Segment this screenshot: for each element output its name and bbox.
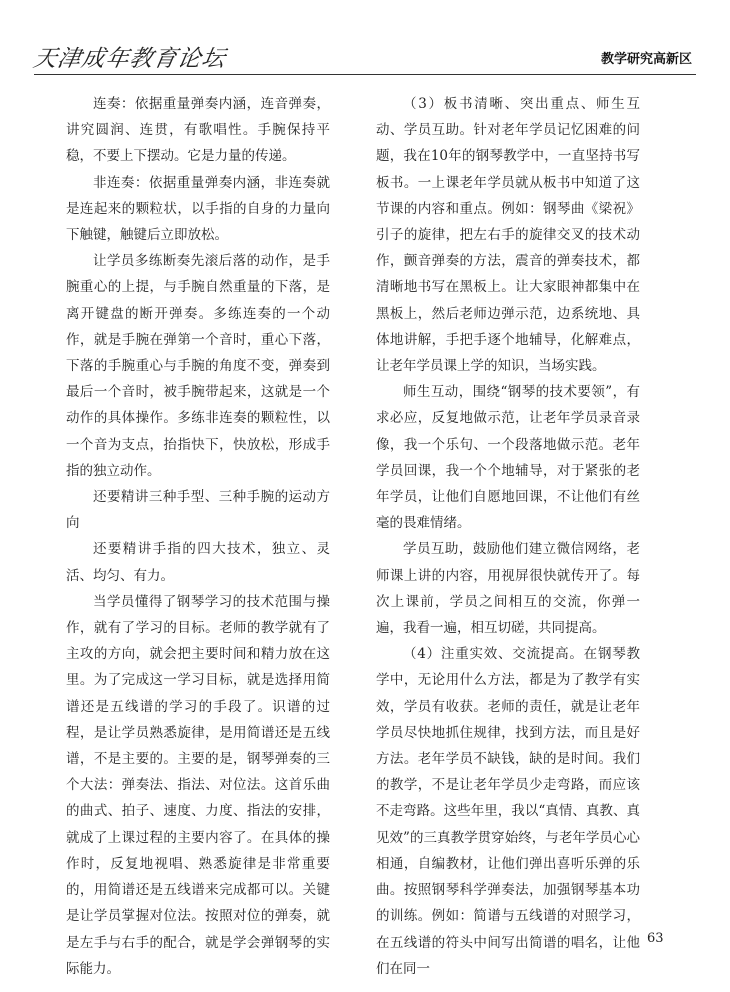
page-number: 63 [647,931,664,946]
right-column [376,91,640,982]
section-label: 教学研究高新区 [600,52,692,67]
paragraph: 非连奏：依据重量弹奏内涵，非连奏就是连起来的颗粒状，以手指的自身的力量向下触键，触键后立即放松。 [66,174,330,244]
left-column [66,91,330,982]
paragraph: 师生互动，围绕“钢琴的技术要领”，有求必应，反复地做示范，让老年学员录音录像，我一个乐句、一个段落地做示范。老年学员回课，我一个个地辅导，对于紧张的老年学员，让他们自愿地回课，不让他们有丝毫的畏难情绪。 [376,384,640,532]
paragraph: （3）板书清晰、突出重点、师生互动、学员互助。针对老年学员记忆困难的问题，我在10年的钢琴教学中，一直坚持书写板书。一上课老年学员就从板书中知道了这节课的内容和重点。例如：钢琴曲《梁祝》引子的旋律，把左右手的旋律交叉的技术动作，颤音弹奏的方法，震音的弹奏技术，都清晰地书写在黑板上。让大家眼神都集中在黑板上，然后老师边弹示范，边系统地、具体地讲解，手把手逐个地辅导，化解难点，让老年学员课上学的知识，当场实践。 [376,96,640,375]
paragraph: 学员互助，鼓励他们建立微信网络，老师课上讲的内容，用视屏很快就传开了。每次上课前，学员之间相互的交流，你弹一遍，我看一遍，相互切磋，共同提高。 [376,541,640,637]
header-rule [34,74,696,75]
page-header [31,34,696,82]
paragraph: 让学员多练断奏先滚后落的动作，是手腕重心的上提，与手腕自然重量的下落，是离开键盘的断开弹奏。多练连奏的一个动作，就是手腕在弹第一个音时，重心下落，下落的手腕重心与手腕的角度不变，弹奏到最后一个音时，被手腕带起来，这就是一个动作的具体操作。多练非连奏的颗粒性，以一个音为支点，抬指快下，快放松，形成手指的独立动作。 [66,253,330,479]
paragraph: 连奏：依据重量弹奏内涵，连音弹奏，讲究圆润、连贯，有歌唱性。手腕保持平稳，不要上下摆动。它是力量的传递。 [66,96,330,165]
paragraph: 还要精讲三种手型、三种手腕的运动方向 [66,489,330,532]
paragraph: 当学员懂得了钢琴学习的技术范围与操作，就有了学习的目标。老师的教学就有了主攻的方向，就会把主要时间和精力放在这里。为了完成这一学习目标，就是选择用简谱还是五线谱的学习的手段了。识谱的过程，是让学员熟悉旋律，是用简谱还是五线谱，不是主要的。主要的是，钢琴弹奏的三个大法：弹奏法、指法、对位法。这首乐曲的曲式、拍子、速度、力度、指法的安排，就成了上课过程的主要内容了。在具体的操作时，反复地视唱、熟悉旋律是非常重要的，用简谱还是五线谱来完成都可以。关键是让学员掌握对位法。按照对位的弹奏，就是左手与右手的配合，就是学会弹钢琴的实际能力。 [66,593,330,977]
paragraph: 还要精讲手指的四大技术，独立、灵活、均匀、有力。 [66,541,330,584]
journal-logo: 天津成年教育论坛 [31,46,228,72]
paragraph: （4）注重实效、交流提高。在钢琴教学中，无论用什么方法，都是为了教学有实效，学员有收获。老师的责任，就是让老年学员尽快地抓住规律，找到方法，而且是好方法。老年学员不缺钱，缺的是时间。我们的教学，不是让老年学员少走弯路，而应该不走弯路。这些年里，我以“真情、真教、真见效”的三真教学贯穿始终，与老年学员心心相通，自编教材，让他们弹出喜听乐弹的乐曲。按照钢琴科学弹奏法，加强钢琴基本功的训练。例如：简谱与五线谱的对照学习，在五线谱的符头中间写出简谱的唱名，让他们在同一 [376,646,640,977]
